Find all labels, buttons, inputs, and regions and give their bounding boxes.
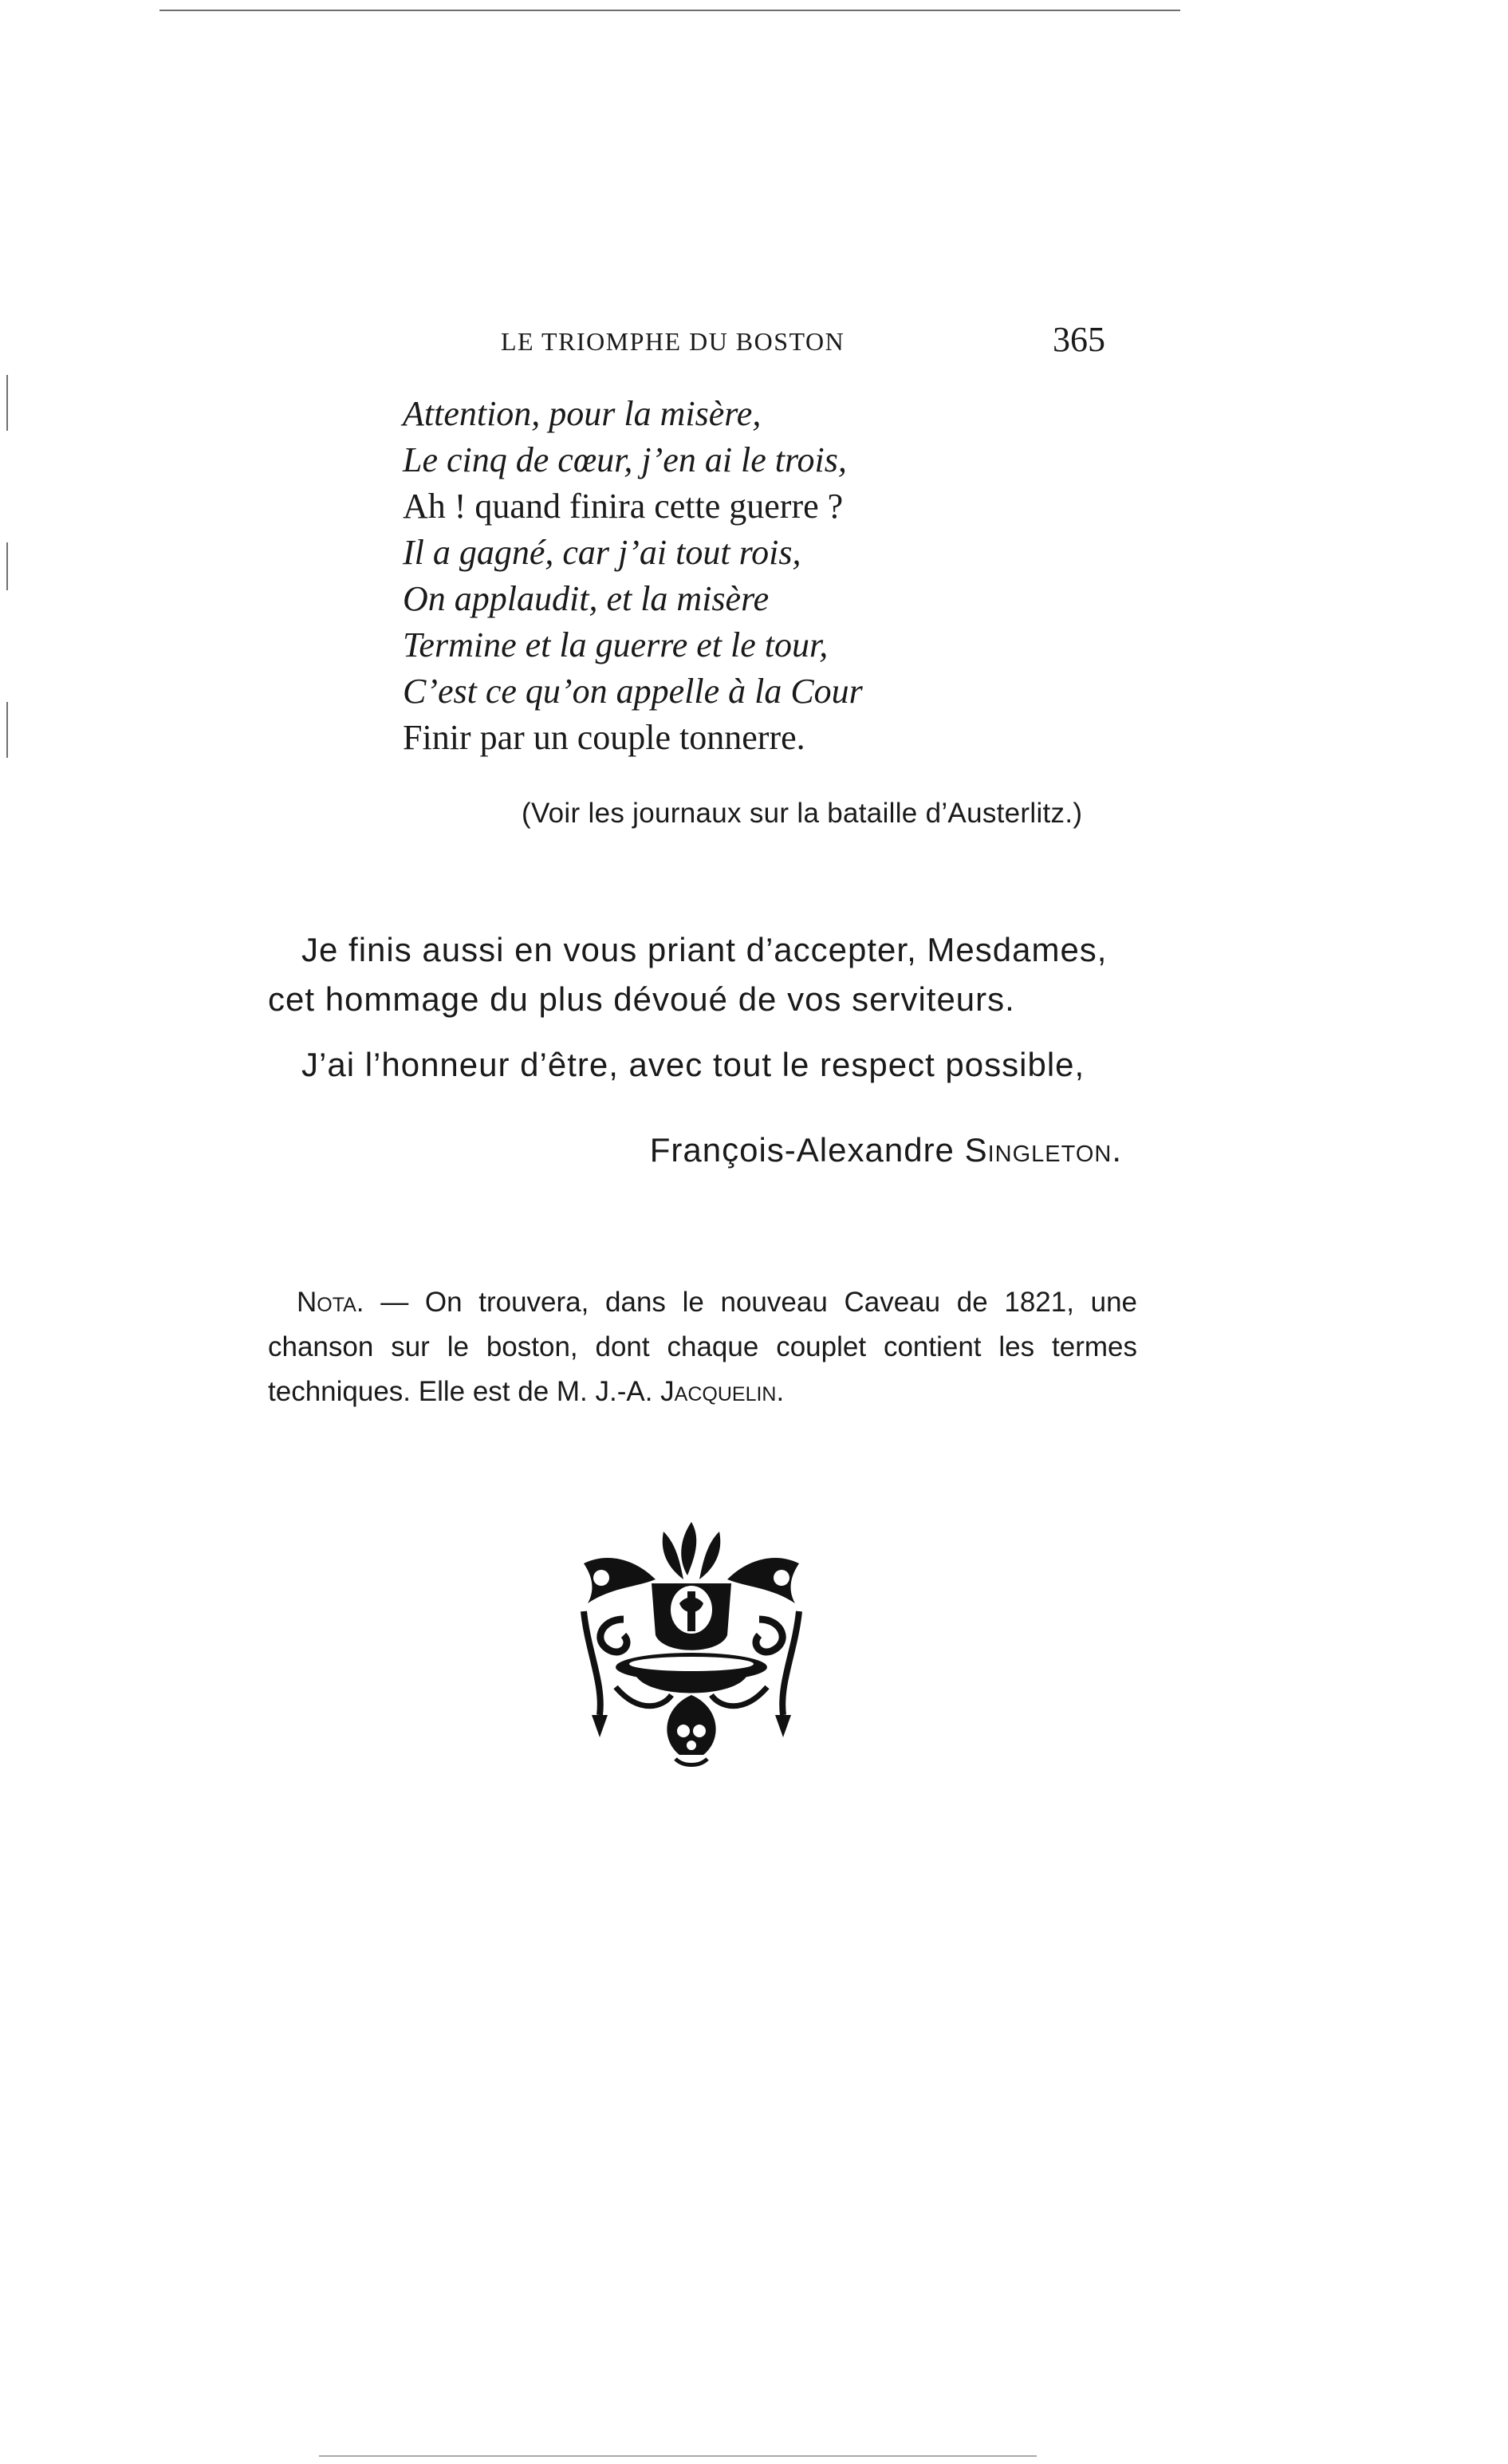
verse-line: Le cinq de cœur, j’en ai le trois, xyxy=(403,440,847,479)
verse-line: C’est ce qu’on appelle à la Cour xyxy=(403,672,863,711)
verse-line: On applaudit, et la misère xyxy=(403,579,770,618)
scan-line-top xyxy=(159,10,1180,11)
footnote xyxy=(268,1280,1137,1414)
note-text: On trouvera, dans le nouveau Caveau de 1821, une chanson sur le boston, dont chaque couplet contient les termes techniques. Elle est de M. J.-A. xyxy=(268,1287,1137,1407)
verse-stanza xyxy=(403,391,863,761)
scan-line-left-3 xyxy=(6,702,8,758)
note-label: Nota. xyxy=(297,1287,364,1318)
verse-line: Il a gagné, car j’ai tout rois, xyxy=(403,533,801,572)
verse-line: Ah ! quand finira cette guerre ? xyxy=(403,487,844,526)
scan-line-bottom xyxy=(319,2455,1037,2457)
note-author: Jacquelin. xyxy=(660,1376,785,1407)
running-title: LE TRIOMPHE DU BOSTON xyxy=(501,327,845,356)
scan-line-left-2 xyxy=(6,542,8,590)
signature-given-names: François-Alexandre xyxy=(649,1131,955,1169)
signature xyxy=(650,1131,1122,1169)
verse-line: Finir par un couple tonnerre. xyxy=(403,718,805,757)
citation: (Voir les journaux sur la bataille d’Austerlitz.) xyxy=(522,798,1083,829)
closing-paragraph: Je finis aussi en vous priant d’accepter, Mesdames, cet hommage du plus dévoué de vos serviteurs. xyxy=(268,931,1108,1018)
signature-surname: Singleton. xyxy=(964,1131,1122,1169)
verse-line: Attention, pour la misère, xyxy=(403,394,762,433)
page-number: 365 xyxy=(1053,320,1105,359)
verse-line: Termine et la guerre et le tour, xyxy=(403,625,829,664)
salutation-paragraph: J’ai l’honneur d’être, avec tout le respect possible, xyxy=(301,1046,1085,1083)
scan-line-left-1 xyxy=(6,375,8,431)
note-dash: — xyxy=(364,1287,425,1318)
ornament-vignette-icon xyxy=(568,1516,815,1771)
